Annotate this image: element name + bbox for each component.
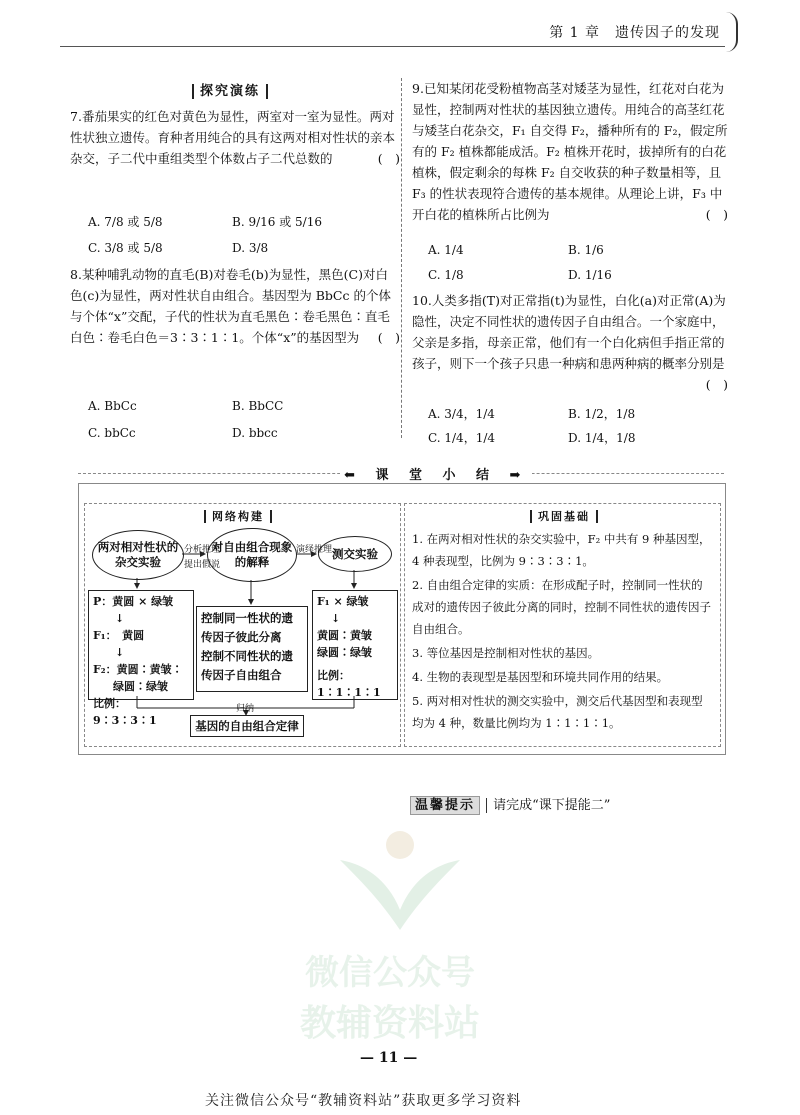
tip-label: 温馨提示 [410, 796, 480, 815]
option-10a: A. 3/4，1/4 [428, 407, 495, 421]
question-10 [412, 290, 728, 395]
box-cross-results: P：黄圆 × 绿皱 ↓ F₁： 黄圆 ↓ F₂：黄圆∶黄皱∶ 绿圆∶绿皱 比例：9∶3∶3∶1 [88, 590, 194, 700]
option-8d: D. bbcc [232, 426, 278, 440]
option-10b: B. 1/2，1/8 [568, 407, 636, 421]
conclude-label: 归纳 [236, 704, 255, 714]
answer-paren: ( ) [377, 330, 400, 345]
header-rule [60, 46, 725, 47]
option-7a: A. 7/8 或 5/8 [88, 215, 163, 229]
node-cross-experiment: 两对相对性状的杂交实验 [92, 530, 184, 580]
option-7c: C. 3/8 或 5/8 [88, 241, 163, 255]
summary-banner: ⬅ 课 堂 小 结 ➡ [340, 464, 532, 483]
option-9c: C. 1/8 [428, 268, 464, 282]
watermark-line1: 微信公众号 [305, 953, 475, 993]
section-title: 探究演练 [192, 80, 268, 99]
law-box: 基因的自由组合定律 [190, 715, 304, 737]
consolidate-item: 3. 等位基因是控制相对性状的基因。 [412, 646, 600, 660]
consolidate-item: 1. 在两对相对性状的杂交实验中，F₂ 中共有 9 种基因型，4 种表现型，比例为 9∶3∶3∶1。 [412, 532, 711, 568]
option-7b: B. 9/16 或 5/16 [232, 215, 322, 229]
option-10c: C. 1/4，1/4 [428, 431, 496, 445]
arrow-label-deduction: 演绎推理 [296, 545, 333, 555]
box-testcross-results: F₁ × 绿皱 ↓ 黄圆∶黄皱 绿圆∶绿皱 比例：1∶1∶1∶1 [312, 590, 398, 700]
arrow-label-hypothesis: 提出假说 [184, 560, 221, 570]
consolidate-item: 4. 生物的表现型是基因型和环境共同作用的结果。 [412, 670, 669, 684]
column-divider [401, 78, 402, 438]
tip-text: 请完成“课下提能二” [486, 798, 610, 813]
consolidate-item: 5. 两对相对性状的测交实验中，测交后代基因型和表现型均为 4 种，数量比例均为 1∶1∶1∶1。 [412, 694, 703, 730]
box-explanation: 控制同一性状的遗 传因子彼此分离 控制不同性状的遗 传因子自由组合 [196, 606, 308, 692]
question-stem: 7.番茄果实的红色对黄色为显性，两室对一室为显性。两对性状独立遗传。育种者用纯合的具有这两对相对性状的亲本杂交，子二代中重组类型个体数占子二代总数的 ( ) [70, 106, 400, 169]
node-explanation: 对自由组合现象的解释 [207, 528, 297, 582]
option-8c: C. bbCc [88, 426, 136, 440]
arrow-right-icon: ➡ [509, 468, 529, 483]
option-10d: D. 1/4，1/8 [568, 431, 636, 445]
header-bracket [726, 12, 738, 52]
consolidate-title: 巩固基础 [530, 508, 598, 524]
option-8a: A. BbCc [88, 399, 137, 413]
footer-note: 关注微信公众号“教辅资料站”获取更多学习资料 [205, 1093, 522, 1109]
page-number: — 11 — [360, 1050, 418, 1066]
question-stem: 10.人类多指(T)对正常指(t)为显性，白化(a)对正常(A)为隐性，决定不同性状的遗传因子自由组合。一个家庭中，父亲是多指，母亲正常，他们有一个白化病但手指正常的孩子，则下一个孩子只患一种病和患两种病的概率分别是 ( ) [412, 290, 728, 374]
arrow-label-analysis: 分析推理 [184, 545, 221, 555]
option-9a: A. 1/4 [428, 243, 464, 257]
question-stem: 8.某种哺乳动物的直毛(B)对卷毛(b)为显性，黑色(C)对白色(c)为显性，两对性状自由组合。基因型为 BbCc 的个体与个体“x”交配，子代的性状为直毛黑色∶卷毛黑色∶直毛白色∶卷毛白色＝3∶3∶1∶1。个体“x”的基因型为 ( ) [70, 264, 400, 348]
tip [410, 794, 610, 813]
chapter-header: 第 1 章 遗传因子的发现 [549, 25, 720, 41]
option-7d: D. 3/8 [232, 241, 269, 255]
answer-paren: ( ) [705, 207, 728, 222]
question-7 [70, 106, 400, 169]
answer-paren: ( ) [705, 377, 728, 392]
question-9 [412, 78, 728, 225]
node-testcross: 测交实验 [318, 536, 392, 572]
option-8b: B. BbCC [232, 399, 284, 413]
question-8 [70, 264, 400, 348]
consolidate-item: 2. 自由组合定律的实质：在形成配子时，控制同一性状的成对的遗传因子彼此分离的同时，控制不同性状的遗传因子自由组合。 [412, 578, 711, 636]
answer-paren: ( ) [377, 151, 400, 166]
option-9d: D. 1/16 [568, 268, 612, 282]
question-stem: 9.已知某闭花受粉植物高茎对矮茎为显性，红花对白花为显性，控制两对性状的基因独立遗传。用纯合的高茎红花与矮茎白花杂交，F₁ 自交得 F₂，播种所有的 F₂，假定所有的 F₂ 植株都能成活。F₂ 植株开花时，拔掉所有的白花植株，假定剩余的每株 F₂ 自交收获的种子数量相等，且 F₃ 的性状表现符合遗传的基本规律。从理论上讲，F₃ 中开白花的植株所占比例为 ( ) [412, 78, 728, 225]
network-title: 网络构建 [204, 508, 272, 524]
option-9b: B. 1/6 [568, 243, 604, 257]
watermark-logo [320, 820, 480, 940]
watermark-line2: 教辅资料站 [300, 1003, 481, 1044]
arrow-left-icon: ⬅ [344, 468, 363, 483]
